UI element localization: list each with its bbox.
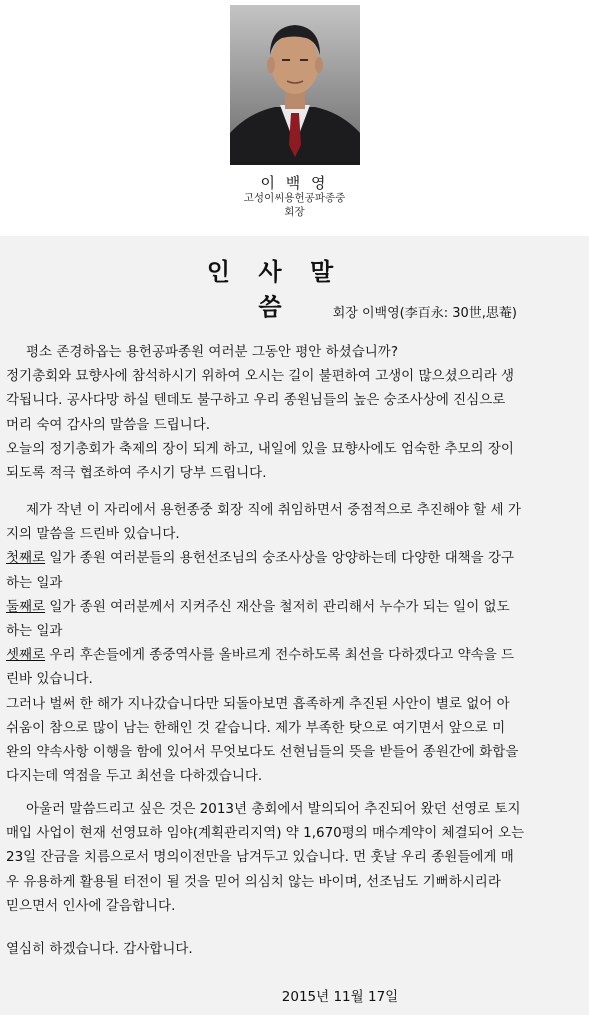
text-line: 제가 작년 이 자리에서 용헌종중 회장 직에 취임하면서 중점적으로 추진해야 할 세 가 <box>26 502 521 518</box>
promise-item-1 <box>6 546 580 570</box>
text-line: 린바 있습니다. <box>6 671 93 688</box>
text-line: 지의 말씀을 드린바 있습니다. <box>6 526 180 543</box>
portrait-photo <box>230 5 360 165</box>
text-line: 되도록 적극 협조하여 주시기 당부 드립니다. <box>6 464 267 481</box>
text-line: 정기총회와 묘향사에 참석하시기 위하여 오시는 길이 불편하여 고생이 많으셨으리라 생 <box>6 368 515 385</box>
person-role: 회장 <box>284 206 305 218</box>
letter-byline: 회장 이백영(李百永: 30世,思菴) <box>332 306 517 321</box>
item-text: 우리 후손들에게 종중역사를 올바르게 전수하도록 최선을 다하겠다고 약속을 드 <box>45 647 515 664</box>
paragraph-greeting <box>6 340 580 485</box>
letter-title: 인 사 말 씀 <box>206 258 344 321</box>
text-line: 아울러 말씀드리고 싶은 것은 2013년 총회에서 발의되어 추진되어 왔던 선영로 토지 <box>26 801 521 817</box>
text-line: 머리 숙여 감사의 말씀을 드립니다. <box>6 416 211 433</box>
item-prefix: 첫째로 <box>6 550 46 567</box>
paragraph-land-purchase <box>6 797 580 918</box>
paragraph-promises <box>6 498 580 788</box>
text-line: 각됩니다. 공사다망 하실 텐데도 불구하고 우리 종원님들의 높은 숭조사상에 진심으로 <box>6 392 506 409</box>
person-name: 이 백 영 <box>260 174 329 192</box>
promise-item-2 <box>6 595 580 619</box>
item-text: 일가 종원 여러분들의 용헌선조님의 숭조사상을 앙양하는데 다양한 대책을 강구 <box>45 550 515 567</box>
text-line: 하는 일과 <box>6 622 63 639</box>
text-line: 완의 약속사항 이행을 함에 있어서 무엇보다도 선현님들의 뜻을 받들어 종원간에 화합을 <box>6 743 519 760</box>
text-line: 다지는데 역점을 두고 최선을 다하겠습니다. <box>6 768 263 785</box>
text-line: 하는 일과 <box>6 574 63 591</box>
text-line: 우 유용하게 활용될 터전이 될 것을 믿어 의심치 않는 바이며, 선조님도 기뻐하시리라 <box>6 873 501 890</box>
text-line: 쉬움이 참으로 많이 남는 한해인 것 같습니다. 제가 부족한 탓으로 여기면서 앞으로 미 <box>6 719 506 736</box>
closing-line <box>6 937 580 961</box>
text-line: 23일 잔금을 치름으로서 명의이전만을 남겨두고 있습니다. 먼 훗날 우리 종원들에게 매 <box>6 849 514 866</box>
promise-item-3 <box>6 643 580 667</box>
text-line: 믿으면서 인사에 갈음합니다. <box>6 897 176 914</box>
text-line: 평소 존경하옵는 용헌공파종원 여러분 그동안 평안 하셨습니까? <box>26 344 398 360</box>
text-line: 매입 사업이 현재 선영묘하 임야(계획관리지역) 약 1,670평의 매수계약이 체결되어 오는 <box>6 825 525 842</box>
letter-date: 2015년 11월 17일 <box>281 989 399 1005</box>
text-line: 열심히 하겠습니다. 감사합니다. <box>6 941 193 957</box>
item-prefix: 둘째로 <box>6 598 46 615</box>
item-prefix: 셋째로 <box>6 647 46 664</box>
item-text: 일가 종원 여러분께서 지켜주신 재산을 철저히 관리해서 누수가 되는 일이 없도 <box>45 598 510 615</box>
text-line: 오늘의 정기총회가 축제의 장이 되게 하고, 내일에 있을 묘향사에도 엄숙한 추모의 장이 <box>6 440 514 457</box>
profile-header <box>0 0 589 236</box>
text-line: 그러나 벌써 한 해가 지나갔습니다만 되돌아보면 흡족하게 추진된 사안이 별로 없어 아 <box>6 695 510 712</box>
organization-name: 고성이씨용헌공파종중 <box>243 192 346 204</box>
